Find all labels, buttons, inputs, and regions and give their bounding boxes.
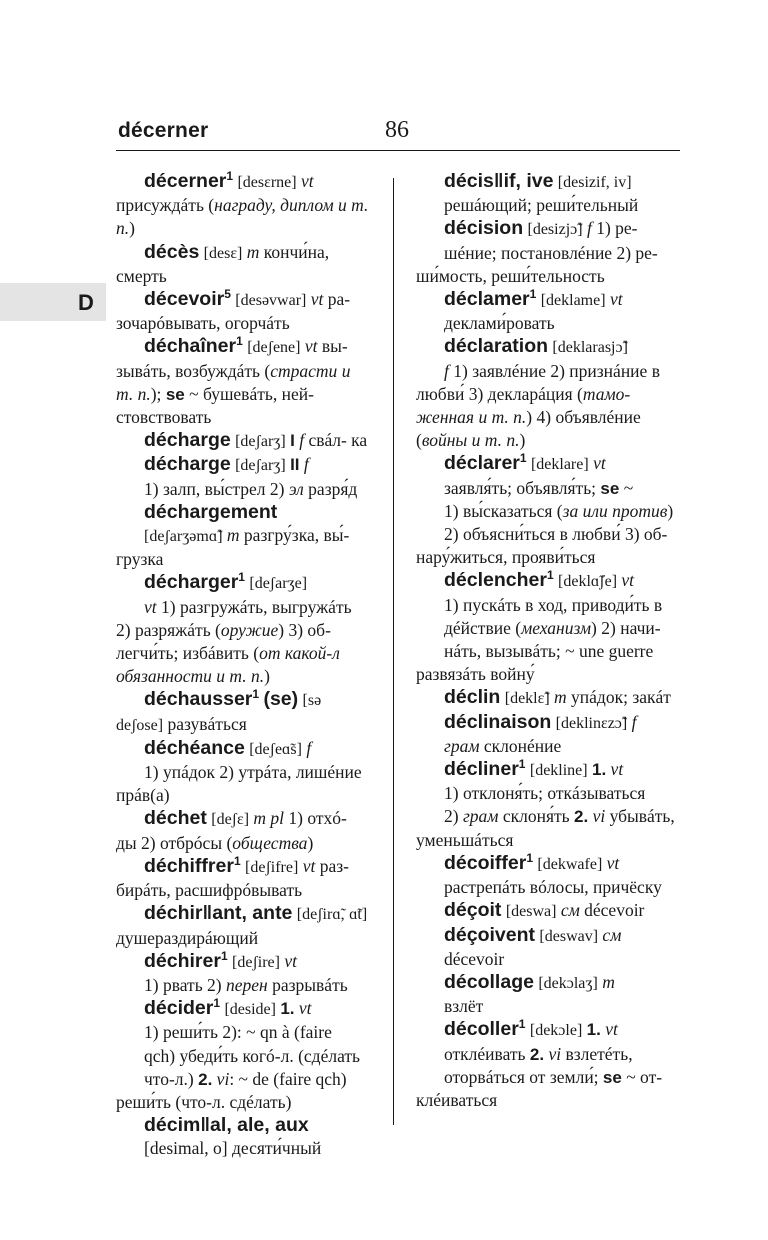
translation: 1) заявлéние 2) признáние в	[448, 360, 660, 381]
entry-declin	[416, 686, 676, 710]
transcription: [deʃifre]	[245, 858, 299, 876]
sense-number: 2.	[574, 807, 589, 827]
sense-number: 1.	[586, 1020, 601, 1040]
headword: déchiffrer	[144, 854, 234, 877]
grammar-label: vt	[606, 852, 620, 873]
translation: взлёт	[444, 996, 484, 1017]
translation: зывáть, возбуждáть (	[116, 360, 271, 381]
entry-declencher	[416, 569, 676, 686]
translation: деклами́ровать	[444, 313, 555, 334]
transcription: [dekɔlaʒ]	[538, 974, 598, 992]
transcription: [deklame]	[540, 292, 606, 310]
translation: )	[667, 500, 674, 521]
entry-decoit	[416, 899, 676, 923]
usage-note: и т. п.	[116, 195, 369, 239]
reflexive-marker: se	[165, 384, 185, 404]
entry-decliner	[416, 758, 676, 852]
headword: décoller	[444, 1018, 519, 1041]
transcription: deʃose]	[116, 716, 164, 734]
translation: склоня́ть	[498, 806, 574, 827]
translation: ~ от-	[621, 1066, 663, 1087]
homonym-number: 1	[519, 451, 527, 466]
translation: дéйствие (	[444, 617, 522, 638]
thumb-index-letter: D	[78, 290, 94, 315]
entry-declamer	[416, 288, 676, 335]
field-label: грам	[444, 735, 480, 756]
homonym-number: 1	[529, 287, 537, 302]
transcription: [deklarasjɔ̃]	[552, 339, 628, 357]
usage-note: механизм	[521, 617, 592, 638]
translation-line	[416, 617, 676, 640]
translation: оторвáться от земли́;	[444, 1066, 603, 1087]
homonym-roman-numeral: I	[290, 431, 295, 451]
translation: 2) разряжáть (	[116, 619, 221, 640]
translation: растрепáть вóлосы, причёску	[444, 877, 662, 898]
translation: отклéивать	[444, 1043, 530, 1064]
entry-dechargement	[116, 501, 370, 572]
reflexive-marker: (se)	[263, 688, 299, 711]
cross-reference-label: см	[560, 900, 580, 921]
translation-line	[416, 735, 676, 758]
translation: )	[519, 430, 526, 451]
headword: décollage	[444, 970, 534, 993]
transcription: [deʃirɑ̃,	[296, 906, 345, 924]
headword: décharger	[144, 571, 239, 594]
grammar-label: vi	[216, 1068, 230, 1089]
usage-note: обязанности и т. п.	[116, 666, 265, 687]
grammar-label: vt	[605, 1019, 618, 1040]
grammar-label: vt	[144, 596, 157, 617]
transcription: [deʃeɑ̃s]	[249, 740, 302, 758]
headword: déclin	[444, 686, 501, 709]
transcription: [deʃarʒəmɑ̃]	[144, 528, 223, 546]
translation-line	[416, 477, 676, 500]
transcription: [deʃɛ]	[211, 811, 250, 829]
translation: 1) отхó-	[284, 808, 347, 829]
header-rule	[116, 150, 680, 151]
translation: 1) вы́сказаться (	[444, 500, 563, 521]
translation-line	[116, 974, 370, 997]
translation: стовствовать	[116, 407, 212, 428]
translation: ) 2) начи-	[591, 617, 661, 638]
transcription: [sə	[302, 692, 322, 710]
usage-note: тамо-	[582, 383, 631, 404]
transcription: [deklɛ̃]	[504, 690, 550, 708]
transcription: [desəvwar]	[235, 292, 307, 310]
headword: déçoivent	[444, 923, 536, 946]
grammar-label: m	[226, 525, 240, 546]
entry-deces	[116, 241, 370, 288]
usage-note: страсти	[270, 360, 338, 381]
headword: décliner	[444, 758, 519, 781]
translation: зочарóвывать, огорчáть	[116, 313, 290, 334]
translation: разгру́зка, вы́-	[239, 525, 350, 546]
usage-note: за или против	[562, 500, 668, 521]
grammar-label: vt	[593, 453, 606, 474]
right-column	[416, 170, 676, 1112]
usage-note: войны и т. п.	[421, 430, 520, 451]
translation: грузка	[116, 549, 164, 570]
grammar-label: f	[306, 737, 312, 758]
homonym-number: 1	[546, 568, 554, 583]
translation: смерть	[116, 265, 167, 286]
translation: бирáть, расшифрóвывать	[116, 880, 303, 901]
field-label: перен	[226, 974, 268, 995]
sense-number: 2.	[529, 1044, 545, 1064]
translation: шéние; постановлéние 2) ре-	[444, 242, 658, 263]
translation-line	[116, 1068, 370, 1091]
sense-number: 1.	[591, 760, 607, 780]
translation: склонéние	[479, 735, 562, 756]
headword: déchet	[144, 807, 207, 830]
translation: разрывáть	[267, 974, 348, 995]
homonym-number: 1	[213, 996, 221, 1011]
translation-line	[116, 596, 370, 619]
homonym-number: 1	[238, 570, 245, 585]
translation: любви́ 3) декларáция (	[416, 383, 583, 404]
transcription: [dekline]	[529, 762, 588, 780]
headword: déchargement	[144, 500, 278, 523]
grammar-label: vi	[548, 1043, 562, 1064]
transcription: [deswav]	[539, 927, 599, 945]
translation: разувáться	[163, 713, 247, 734]
usage-note: оружие	[220, 619, 279, 640]
translation: ~ бушевáть, ней-	[184, 383, 314, 404]
sense-number: 1.	[280, 999, 295, 1019]
translation: 2)	[444, 806, 463, 827]
entry-dechausser	[116, 688, 370, 736]
translation: )	[264, 666, 270, 687]
grammar-label: m	[246, 241, 260, 262]
entry-declarer	[416, 452, 676, 569]
translation: нáть, вызывáть; ~ une guerre	[444, 641, 654, 662]
translation: заявля́ть; объявля́ть;	[444, 477, 601, 498]
grammar-label: vt	[302, 855, 316, 876]
entry-decision	[416, 217, 676, 288]
headword: déclinaison	[444, 710, 552, 733]
grammar-label: f	[631, 711, 637, 732]
cross-reference: décevoir	[444, 948, 505, 969]
translation: ) 4) объявлéние	[526, 407, 641, 428]
headword: déclarer	[444, 452, 520, 475]
translation: раз-	[315, 855, 349, 876]
headword: décharge	[144, 429, 231, 452]
entry-decoivent	[416, 924, 676, 971]
reflexive-marker: se	[600, 478, 620, 498]
entry-decoiffer	[416, 852, 676, 899]
headword: déchaîner	[144, 335, 237, 358]
entry-dechirer	[116, 950, 370, 997]
entry-decisif	[416, 170, 676, 217]
homonym-number: 1	[518, 757, 526, 772]
translation-line	[116, 524, 370, 548]
headword: décision	[444, 217, 524, 240]
translation: ши́мость, реши́тельность	[416, 265, 605, 286]
translation: 1) реши́ть 2): ~ qn à (faire	[144, 1022, 332, 1043]
grammar-label: m	[602, 971, 615, 992]
usage-note: от какой-л	[259, 643, 340, 664]
headword: décider	[144, 997, 214, 1020]
transcription: [deklinɛzɔ̃]	[555, 714, 628, 732]
headword: déclencher	[444, 569, 547, 592]
page-number: 86	[385, 117, 409, 143]
transcription: [dekwafe]	[537, 855, 603, 873]
translation: ка	[351, 430, 368, 451]
grammar-label: m pl	[253, 808, 285, 829]
grammar-label: f	[444, 360, 449, 381]
translation: упáдок;	[566, 687, 628, 708]
headword: décharge	[144, 453, 231, 476]
sense-number: 2.	[198, 1069, 213, 1089]
grammar-label: vt	[284, 950, 297, 971]
grammar-label: vt	[310, 289, 324, 310]
entry-dechet	[116, 807, 370, 854]
usage-note: женная и т. п.	[416, 407, 527, 428]
headword: déchausser	[144, 688, 253, 711]
transcription: [deʃarʒe]	[249, 575, 308, 593]
transcription: [desizjɔ̃]	[527, 221, 583, 239]
left-column	[116, 170, 370, 1161]
headword: déchirer	[144, 949, 221, 972]
homonym-number: 1	[236, 334, 243, 349]
headword: décerner	[144, 170, 227, 192]
entry-decharger	[116, 571, 370, 688]
homonym-number: 1	[252, 687, 260, 702]
headword: décim‖al, ale, aux	[144, 1114, 309, 1137]
entry-decharge-1	[116, 429, 370, 453]
headword: décis‖if, ive	[444, 170, 554, 192]
transcription: ɑ̃t]	[349, 906, 368, 924]
transcription: [deside]	[224, 1001, 276, 1019]
translation: легчи́ть; избáвить (	[116, 643, 260, 664]
running-head: décerner	[118, 119, 209, 142]
translation: [desimal, o] десяти́чный	[144, 1138, 322, 1159]
entry-dechirant	[116, 902, 370, 949]
translation: 1) упáдок 2) утрáта, лишéние	[144, 762, 362, 783]
transcription: [desɛrne]	[237, 174, 297, 191]
grammar-label: vt	[304, 336, 318, 357]
column-divider	[393, 178, 394, 1125]
translation: уменьшáться	[416, 829, 514, 850]
translation: 1) рвать 2)	[144, 974, 227, 995]
translation: );	[150, 383, 166, 404]
transcription: [deʃarʒ]	[235, 433, 286, 451]
translation: закáт	[632, 687, 671, 708]
translation: кончи́на,	[263, 241, 330, 262]
grammar-label: vt	[621, 570, 635, 591]
entry-dechiffrer	[116, 855, 370, 902]
translation: разря́д	[303, 478, 358, 499]
translation: ) 3) об-	[278, 619, 331, 640]
translation: нару́житься, прояви́ться	[416, 547, 596, 568]
headword: déchéance	[144, 736, 245, 759]
entry-dechainer	[116, 335, 370, 429]
grammar-label: vt	[300, 171, 314, 191]
cross-reference-label: см	[602, 924, 622, 945]
headword: décevoir	[144, 288, 225, 311]
entry-decheance	[116, 737, 370, 808]
translation: )	[307, 832, 314, 853]
headword: déçoit	[444, 899, 502, 922]
grammar-label: vt	[298, 998, 312, 1019]
homonym-number: 1	[526, 850, 534, 865]
transcription: [deʃarʒ]	[235, 457, 286, 475]
homonym-number: 1	[226, 169, 234, 183]
translation: qch) убеди́ть когó-л. (сдéлать	[144, 1045, 361, 1066]
translation-line	[116, 478, 370, 501]
grammar-label: m	[554, 687, 567, 708]
usage-note: общества	[232, 832, 308, 853]
headword: déclaration	[444, 335, 549, 358]
translation: реши́ть (что-л. сдéлать)	[116, 1091, 292, 1112]
grammar-label: f	[299, 430, 305, 451]
translation-line	[416, 1066, 676, 1089]
translation: вы-	[321, 336, 348, 357]
translation: свáл-	[308, 430, 347, 451]
entry-decider	[116, 997, 370, 1114]
entry-decerner	[116, 170, 370, 241]
entry-decevoir	[116, 288, 370, 335]
entry-decharge-2	[116, 453, 370, 500]
grammar-label: vi	[592, 806, 606, 827]
transcription: [deʃire]	[232, 953, 280, 971]
translation: 2) объясни́ться в любви́ 3) об-	[444, 524, 668, 545]
transcription: [deklɑ̃ʃe]	[558, 573, 618, 591]
transcription: [deʃene]	[247, 339, 301, 357]
field-label: грам	[462, 806, 499, 827]
grammar-label: vt	[609, 289, 623, 310]
translation: (	[416, 430, 422, 451]
transcription: [desizif, iv]	[557, 174, 632, 191]
translation: ды 2) отбрóсы (	[116, 832, 233, 853]
headword: décoiffer	[444, 851, 527, 874]
translation: развязáть войну́	[416, 664, 535, 685]
homonym-roman-numeral: II	[290, 455, 300, 475]
translation-line	[416, 805, 676, 828]
transcription: [deswa]	[505, 903, 557, 921]
headword: déchir‖ant, ante	[144, 902, 293, 925]
homonym-number: 5	[224, 287, 231, 302]
translation: 1) залп, вы́стрел 2)	[144, 478, 289, 499]
translation: душераздирáющий	[116, 927, 259, 948]
cross-reference: décevoir	[579, 900, 645, 921]
translation: прáв(а)	[116, 785, 170, 806]
translation-line	[416, 360, 676, 383]
translation: клéиваться	[416, 1089, 498, 1110]
translation-line	[416, 500, 676, 523]
entry-declaration	[416, 335, 676, 452]
translation: 1) разгружáть, выгружáть	[156, 596, 352, 617]
grammar-label: vt	[610, 759, 624, 780]
entry-declinaison	[416, 711, 676, 758]
translation: 1) пускáть в ход, приводи́ть в	[444, 594, 663, 615]
usage-note: награду, диплом	[214, 195, 334, 216]
translation: взлетéть,	[561, 1043, 633, 1064]
homonym-number: 1	[233, 853, 241, 868]
headword: décès	[144, 240, 200, 263]
translation-line	[416, 1043, 676, 1066]
reflexive-marker: se	[602, 1067, 622, 1087]
translation: убывáть,	[605, 806, 675, 827]
translation: ра-	[327, 289, 351, 310]
transcription: [desɛ]	[203, 244, 243, 262]
grammar-label: f	[586, 218, 592, 239]
translation: что-л.)	[144, 1068, 199, 1089]
translation: 1) ре-	[591, 218, 638, 239]
translation: )	[129, 218, 135, 239]
transcription: [dekɔle]	[529, 1022, 583, 1040]
entry-decollage	[416, 971, 676, 1018]
headword: déclamer	[444, 288, 530, 311]
translation: решáющий; реши́тельный	[444, 195, 639, 216]
translation: ~	[619, 477, 634, 498]
translation: : ~ de (faire qch)	[229, 1068, 347, 1089]
field-label: эл	[288, 478, 304, 499]
homonym-number: 1	[220, 948, 228, 963]
entry-decimal	[116, 1114, 370, 1160]
entry-decoller	[416, 1018, 676, 1112]
homonym-number: 1	[518, 1017, 526, 1032]
transcription: [deklare]	[530, 456, 589, 474]
usage-note: и т. п.	[116, 360, 351, 404]
grammar-label: f	[303, 454, 309, 475]
translation: 1) отклоня́ть; откáзываться	[444, 783, 646, 804]
translation: присуждáть (	[116, 195, 215, 216]
